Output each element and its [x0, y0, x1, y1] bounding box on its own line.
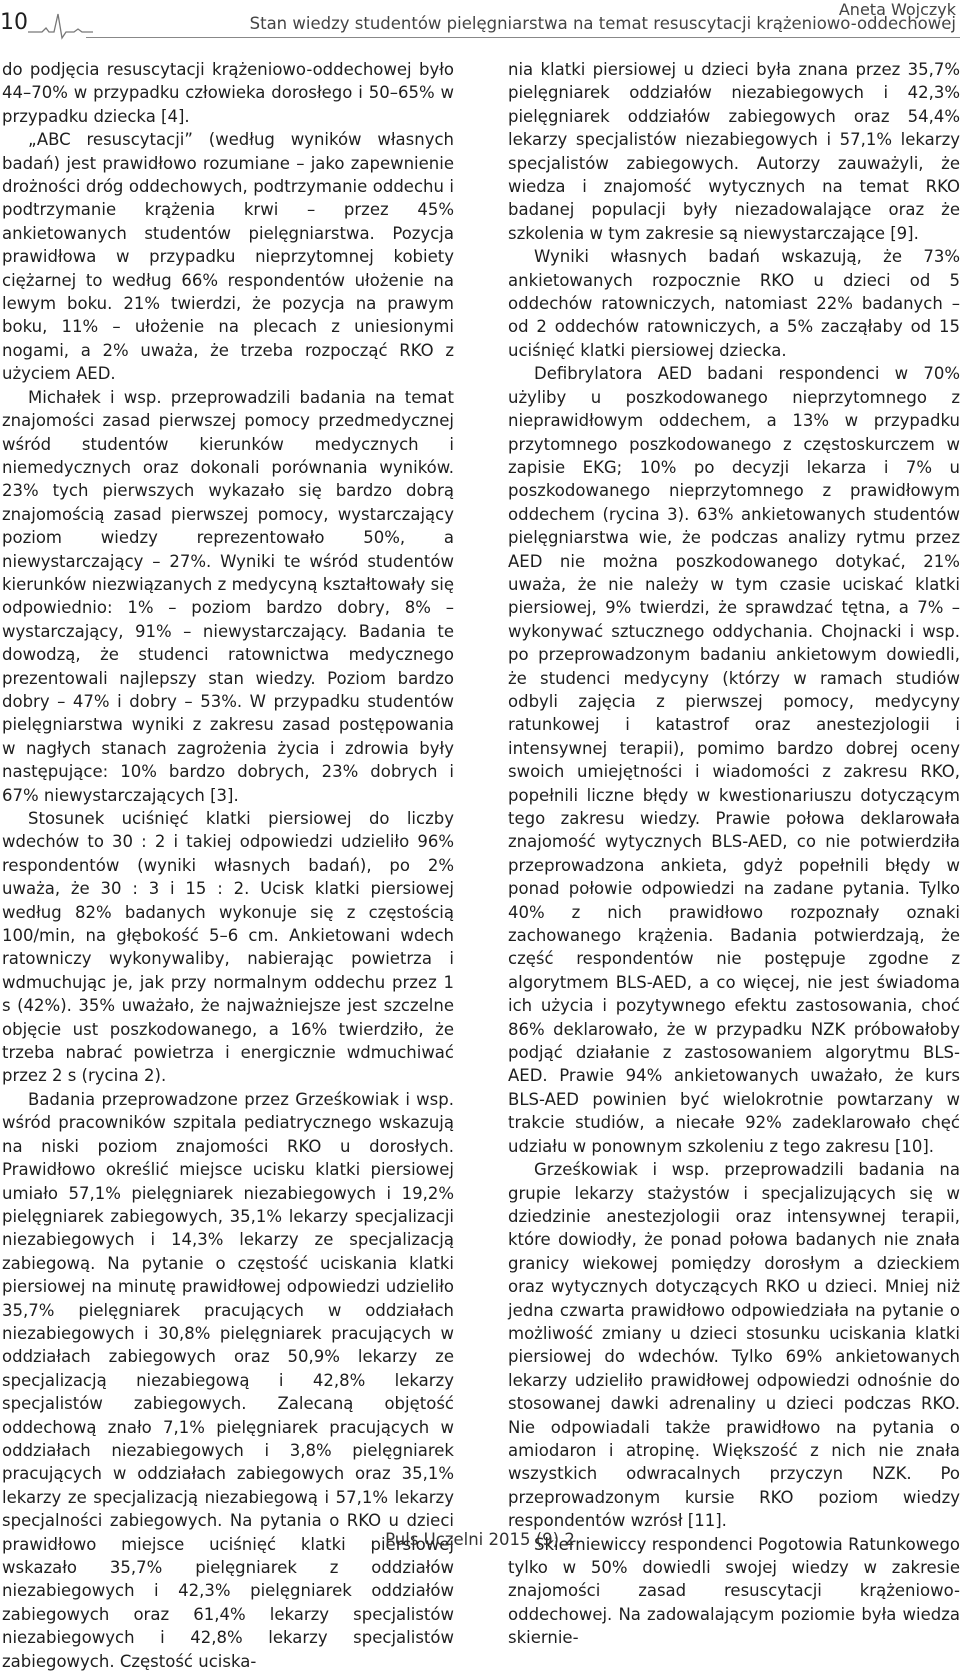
paragraph: Defibrylatora AED badani respondenci w 70% użyliby u poszkodowanego nieprzytomnego z nieprawidłowym oddechem, a 13% w przypadku przytomnego poszkodowanego z częstoskurczem w zapisie EKG; 10% po decyzji lekarza i 7% u poszkodowanego nieprzytomnego z prawidłowym oddechem (rycina 3). 63% ankietowanych studentów pielęgniarstwa wie, że podczas analizy rytmu przez AED nie można poszkodowanego dotykać, 21% uważa, że nie należy w tym czasie uciskać klatki piersiowej, 9% twierdzi, że sprawdzać tętna, a 7% – wykonywać sztucznego oddychania. Chojnacki i wsp. po przeprowadzonym badaniu ankietowym dowiedli, że studenci medycyny (którzy w ramach studiów odbyli zajęcia z pierwszej pomocy, medycyny ratunkowej i katastrof oraz anestezjologii i intensywnej terapii), pomimo bardzo dobrej oceny swoich umiejętności i wiadomości z zakresu RKO, popełnili liczne błędy w kwestionariuszu dotyczącym tego zakresu wiedzy. Prawie połowa deklarowała znajomość wytycznych BLS-AED, co nie potwierdziła przeprowadzona ankieta, gdyż popełnili błędy w ponad połowie odpowiedzi na zadane pytania. Tylko 40% z nich prawidłowo rozpoznały oznaki zachowanego krążenia. Badania potwierdzają, że część respondentów nie postępuje zgodne z algorytmem BLS-AED, a co więcej, nie jest świadoma ich użycia i pozytywnego efektu zastosowania, choć 86% deklarowało, że w przypadku NZK próbowałoby podjąć działanie z zastosowaniem algorytmu BLS-AED. Prawie 94% ankietowanych uważało, że kurs BLS-AED powinien być wielokrotnie powtarzany w trakcie studiów, a niecałe 92% zadeklarowało chęć udziału w ponownym szkoleniu z tego zakresu [10]. — [508, 364, 960, 1156]
paragraph: Michałek i wsp. przeprowadzili badania na temat znajomości zasad pierwszej pomocy przedmedycznej wśród studentów kierunków medycznych i niemedycznych oraz dokonali porównania wyników. 23% tych pierwszych wykazało się bardzo dobrą znajomością zasad pierwszej pomocy, wystarczający poziom wiedzy reprezentowało 50%, a niewystarczający – 27%. Wyniki te wśród studentów kierunków niezwiązanych z medycyną kształtowały się odpowiednio: 1% – poziom bardzo dobry, 8% – wystarczający, 91% – niewystarczający. Badania te dowodzą, że studenci ratownictwa medycznego prezentowali najlepszy stan wiedzy. Poziom bardzo dobry – 47% i dobry – 53%. W przypadku studentów pielęgniarstwa wyniki z zakresu zasad postępowania w nagłych stanach zagrożenia życia i zdrowia były następujące: 10% bardzo dobrych, 23% dobrych i 67% niewystarczających [3]. — [2, 387, 454, 805]
paragraph: do podjęcia resuscytacji krążeniowo-oddechowej było 44–70% w przypadku człowieka dorosłego i 50–65% w przypadku dziecka [4]. — [2, 60, 454, 126]
paragraph: „ABC resuscytacji” (według wyników własnych badań) jest prawidłowo rozumiane – jako zapewnienie drożności dróg oddechowych, podtrzymanie oddechu i podtrzymanie krążenia krwi – przez 45% ankietowanych studentów pielęgniarstwa. Pozycja prawidłowa w przypadku nieprzytomnej kobiety ciężarnej to według 66% respondentów ułożenie na lewym boku. 21% twierdzi, że pozycja na prawym boku, 11% – ułożenie na plecach z uniesionymi nogami, a 2% uważa, że trzeba rozpocząć RKO z użyciem AED. — [2, 130, 454, 384]
paragraph: Wyniki własnych badań wskazują, że 73% ankietowanych rozpocznie RKO u dzieci od 5 oddechów ratowniczych, natomiast 22% badanych – od 2 oddechów ratowniczych, a 5% zacząłaby od 15 uciśnięć klatki piersiowej dziecka. — [508, 247, 960, 360]
page-number: 10 — [0, 10, 28, 35]
journal-footer: Puls Uczelni 2015 (9) 2 — [385, 1530, 575, 1549]
paragraph: Grześkowiak i wsp. przeprowadzili badania na grupie lekarzy stażystów i specjalizujących się w dziedzinie anestezjologii oraz intensywnej terapii, które dowiodły, że ponad połowa badanych nie znała granicy wiekowej pomiędzy dorosłym a dzieckiem oraz wytycznych dotyczących RKO u dzieci. Mniej niż jedna czwarta prawidłowo odpowiedziała na pytanie o możliwość zmiany u dzieci stosunku uciskania klatki piersiowej do wdechów. Tylko 69% ankietowanych lekarzy udzieliło prawidłowej odpowiedzi odnośnie do stosowanej dawki adrenaliny u dzieci podczas RKO. Nie odpowiadali także prawidłowo na pytania o amiodaron i atropinę. Większość z nich nie znała wszystkich odwracalnych przyczyn NZK. Po przeprowadzonym kursie RKO poziom wiedzy respondentów wzrósł [11]. — [508, 1160, 960, 1531]
header-divider — [86, 37, 960, 38]
right-column — [508, 58, 960, 1650]
paragraph: Stosunek uciśnięć klatki piersiowej do liczby wdechów to 30 : 2 i takiej odpowiedzi udzieliło 96% respondentów (wyniki własnych badań), po 2% uważa, że 30 : 3 i 15 : 2. Ucisk klatki piersiowej według 82% badanych wykonuje się z częstością 100/min, na głębokość 5–6 cm. Ankietowani wdech ratowniczy wykonywaliby, nabierając powietrza i wdmuchując je, jak przy normalnym oddechu przez 1 s (42%). 35% uważało, że najważniejsze jest szczelne objęcie ust poszkodowanego, a 16% twierdziło, że trzeba nabrać powietrza i energicznie wdmuchiwać przez 2 s (rycina 2). — [2, 809, 454, 1086]
ecg-heartbeat-icon — [28, 10, 93, 40]
left-column — [2, 58, 454, 1673]
paragraph: Skierniewiccy respondenci Pogotowia Ratunkowego tylko w 50% dowiedli swojej wiedzy w zakresie znajomości zasad resuscytacji krążeniowo-oddechowej. Na zadowalającym poziomie była wiedza skiernie- — [508, 1534, 960, 1648]
running-header-title: Stan wiedzy studentów pielęgniarstwa na temat resuscytacji krążeniowo-oddechowej — [249, 14, 956, 33]
paragraph: nia klatki piersiowej u dzieci była znana przez 35,7% pielęgniarek oddziałów niezabiegowych i 42,3% pielęgniarek oddziałów zabiegowych oraz 54,4% lekarzy specjalistów niezabiegowych i 57,1% lekarzy specjalistów zabiegowych. Autorzy zauważyli, że wiedza i znajomość wytycznych na temat RKO badanej populacji były niezadowalające oraz że szkolenia w tym zakresie są niewystarczające [9]. — [508, 60, 960, 243]
author-name: Aneta Wojczyk — [838, 0, 956, 19]
paragraph: Badania przeprowadzone przez Grześkowiak i wsp. wśród pracowników szpitala pediatrycznego wskazują na niski poziom znajomości RKO u dorosłych. Prawidłowo określić miejsce ucisku klatki piersiowej umiało 57,1% pielęgniarek niezabiegowych i 19,2% pielęgniarek zabiegowych, 35,1% lekarzy specjalizacji niezabiegowych i 14,3% lekarzy ze specjalizacją zabiegową. Na pytanie o częstość uciskania klatki piersiowej na minutę prawidłowej odpowiedzi udzieliło 35,7% pielęgniarek pracujących w oddziałach niezabiegowych i 30,8% pielęgniarek pracujących w oddziałach zabiegowych oraz 50,9% lekarzy ze specjalizacją niezabiegową i 42,8% lekarzy specjalistów zabiegowych. Zalecaną objętość oddechową znało 7,1% pielęgniarek pracujących w oddziałach niezabiegowych i 3,8% pielęgniarek pracujących w oddziałach zabiegowych oraz 35,1% lekarzy ze specjalizacją niezabiegową i 57,1% lekarzy specjalności zabiegowych. Na pytania o RKO u dzieci prawidłowo miejsce uciśnięć klatki piersiowej wskazało 35,7% pielęgniarek z oddziałów niezabiegowych i 42,3% pielęgniarek oddziałów zabiegowych oraz 61,4% lekarzy specjalistów niezabiegowych i 42,8% lekarzy specjalistów zabiegowych. Częstość uciska- — [2, 1089, 454, 1671]
